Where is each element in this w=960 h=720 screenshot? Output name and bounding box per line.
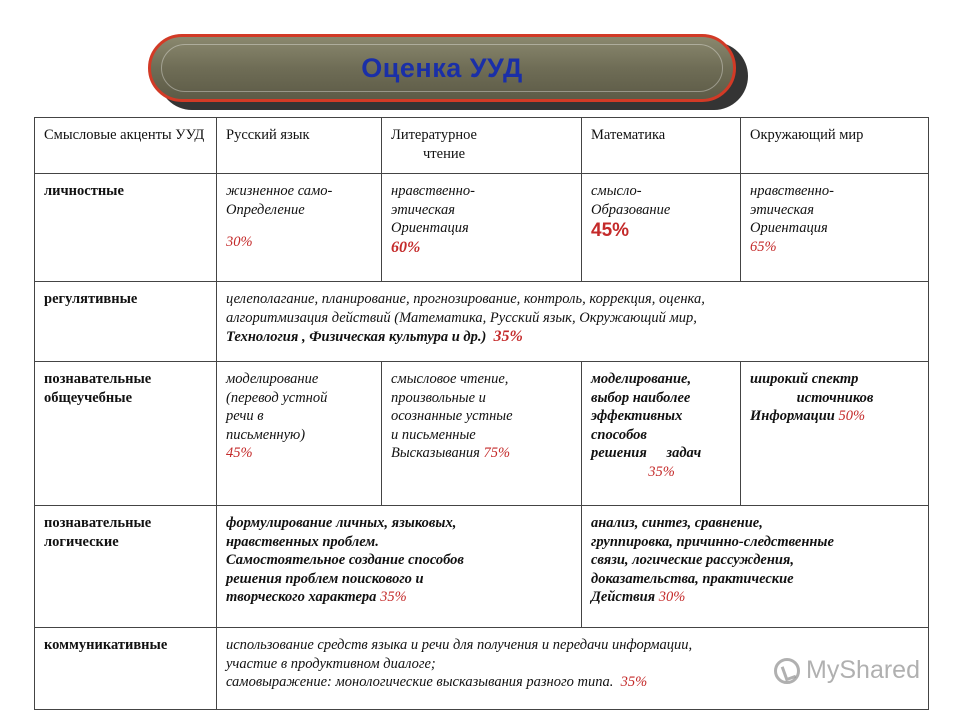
cell-literature bbox=[382, 174, 582, 282]
cell-text: использование средств языка и речи для получения и передачи информации, bbox=[226, 637, 693, 653]
header-label: Русский язык bbox=[226, 127, 310, 143]
header-label: Окружающий мир bbox=[750, 127, 864, 143]
percent-value: 60% bbox=[391, 238, 421, 256]
cell-text: выбор наиболее bbox=[591, 389, 691, 406]
cell-text: творческого характера bbox=[226, 589, 377, 606]
cell-text: и письменные bbox=[391, 426, 476, 443]
percent-value: 50% bbox=[838, 408, 866, 425]
watermark-text: MyShared bbox=[806, 656, 920, 684]
row-label-text: познавательные bbox=[44, 371, 152, 387]
percent-value: 65% bbox=[750, 238, 777, 255]
myshared-logo-icon bbox=[774, 658, 800, 684]
cell-text: нравственно- bbox=[391, 183, 475, 199]
percent-value: 45% bbox=[226, 445, 253, 462]
row-label bbox=[35, 174, 217, 282]
percent-value: 45% bbox=[591, 220, 630, 242]
cell-text: целеполагание, планирование, прогнозирование, контроль, коррекция, оценка, bbox=[226, 291, 705, 307]
cell-text: Информации bbox=[750, 408, 835, 425]
page-title: Оценка УУД bbox=[361, 52, 523, 83]
cell-text: источников bbox=[796, 389, 874, 406]
cell-text: произвольные и bbox=[391, 389, 486, 406]
cell-text: Действия bbox=[591, 589, 656, 606]
cell-regulatory-all bbox=[217, 282, 929, 362]
cell-text: Определение bbox=[226, 201, 305, 218]
cell-text: самовыражение: монологические высказывания разного типа. bbox=[226, 674, 614, 691]
cell-text: жизненное само- bbox=[226, 183, 333, 199]
cell-text: Образование bbox=[591, 201, 671, 218]
table-header-row bbox=[35, 118, 929, 174]
row-label bbox=[35, 506, 217, 628]
cell-literature bbox=[382, 362, 582, 506]
percent-value: 75% bbox=[483, 445, 511, 462]
cell-text: речи в bbox=[226, 408, 264, 425]
cell-logical-right bbox=[582, 506, 929, 628]
header-label: Смысловые акценты УУД bbox=[44, 127, 205, 143]
cell-text: способов bbox=[591, 426, 647, 443]
cell-text: смысло- bbox=[591, 183, 642, 199]
percent-value: 30% bbox=[226, 234, 253, 251]
cell-world bbox=[741, 174, 929, 282]
cell-text: Ориентация bbox=[750, 220, 828, 237]
cell-text: (перевод устной bbox=[226, 389, 328, 406]
header-cell-russian bbox=[217, 118, 382, 174]
cell-text: решения проблем поискового и bbox=[226, 570, 424, 587]
cell-text: алгоритмизация действий (Математика, Русский язык, Окружающий мир, bbox=[226, 309, 697, 326]
cell-text: решения задач bbox=[591, 445, 702, 462]
header-cell-math bbox=[582, 118, 741, 174]
row-label-text: логические bbox=[44, 533, 119, 550]
cell-text: анализ, синтез, сравнение, bbox=[591, 515, 763, 531]
cell-text: Высказывания bbox=[391, 445, 480, 462]
table-row-regulatory bbox=[35, 282, 929, 362]
header-cell-accents bbox=[35, 118, 217, 174]
cell-text: осознанные устные bbox=[391, 408, 513, 425]
title-banner bbox=[148, 34, 736, 102]
percent-value: 30% bbox=[658, 589, 686, 606]
cell-world bbox=[741, 362, 929, 506]
header-label: Математика bbox=[591, 127, 666, 143]
cell-text: эффективных bbox=[591, 408, 683, 425]
percent-value: 35% bbox=[648, 463, 675, 480]
cell-text: группировка, причинно-следственные bbox=[591, 533, 834, 550]
cell-text: связи, логические рассуждения, bbox=[591, 552, 795, 569]
cell-russian bbox=[217, 362, 382, 506]
percent-value: 35% bbox=[620, 674, 648, 691]
cell-text: Ориентация bbox=[391, 220, 469, 237]
cell-text: доказательства, практические bbox=[591, 570, 794, 587]
cell-text: нравственно- bbox=[750, 183, 834, 199]
header-label: Литературное bbox=[391, 127, 477, 143]
percent-value: 35% bbox=[380, 589, 407, 606]
table-row-personal bbox=[35, 174, 929, 282]
cell-text: этическая bbox=[391, 201, 455, 218]
cell-text: нравственных проблем. bbox=[226, 533, 379, 550]
cell-text: формулирование личных, языковых, bbox=[226, 515, 457, 531]
row-label-text: общеучебные bbox=[44, 389, 133, 406]
row-label-text: регулятивные bbox=[44, 291, 138, 307]
row-label bbox=[35, 628, 217, 710]
cell-math bbox=[582, 174, 741, 282]
table-row-cognitive-logical bbox=[35, 506, 929, 628]
row-label bbox=[35, 282, 217, 362]
uud-table bbox=[34, 117, 929, 710]
header-cell-world bbox=[741, 118, 929, 174]
cell-text: Технология , Физическая культура и др.) bbox=[226, 329, 487, 346]
cell-russian bbox=[217, 174, 382, 282]
row-label-text: коммуникативные bbox=[44, 637, 168, 653]
row-label bbox=[35, 362, 217, 506]
cell-math bbox=[582, 362, 741, 506]
cell-text: моделирование bbox=[226, 371, 319, 387]
row-label-text: личностные bbox=[44, 183, 124, 199]
cell-text: Самостоятельное создание способов bbox=[226, 552, 464, 569]
cell-text: участие в продуктивном диалоге; bbox=[226, 655, 436, 672]
percent-value: 35% bbox=[493, 328, 523, 346]
cell-logical-left bbox=[217, 506, 582, 628]
cell-text: этическая bbox=[750, 201, 814, 218]
table-row-cognitive-general bbox=[35, 362, 929, 506]
cell-text: смысловое чтение, bbox=[391, 371, 509, 387]
cell-text: широкий спектр bbox=[750, 371, 859, 387]
header-label: чтение bbox=[423, 145, 466, 162]
watermark bbox=[774, 656, 920, 685]
cell-text: моделирование, bbox=[591, 371, 692, 387]
cell-text: письменную) bbox=[226, 426, 306, 443]
row-label-text: познавательные bbox=[44, 515, 152, 531]
header-cell-literature bbox=[382, 118, 582, 174]
